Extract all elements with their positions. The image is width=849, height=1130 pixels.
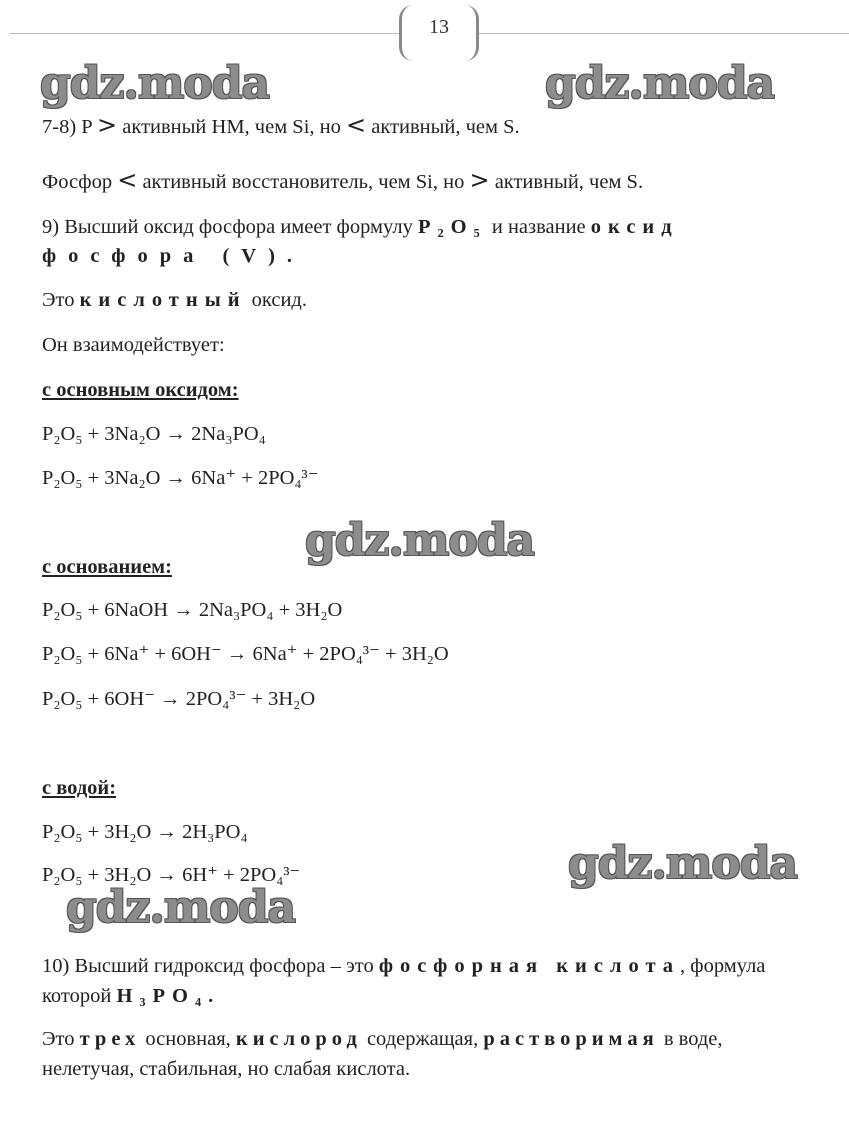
equation: P₂O₅ + 3H₂O → 2H₃PO₄ <box>42 821 248 843</box>
less-than-sign: < <box>346 111 367 139</box>
watermark: gdz.moda <box>305 515 535 566</box>
q9-interacts: Он взаимодействует: <box>42 334 225 356</box>
oxide-name: оксид <box>590 216 679 238</box>
q78-line1: 7-8) P > активный НМ, чем Si, но < активный, чем S. <box>42 111 520 139</box>
equation: P₂O₅ + 3Na₂O → 6Na⁺ + 2PO₄³⁻ <box>42 467 319 489</box>
greater-than-sign: > <box>97 111 118 139</box>
equation: P₂O₅ + 6OH⁻ → 2PO₄³⁻ + 3H₂O <box>42 688 316 710</box>
oxide-name-cont: фосфора (V). <box>42 245 305 267</box>
oxide-type: кислотный <box>79 289 247 311</box>
q9-line1: 9) Высший оксид фосфора имеет формулу P₂O₅ и название оксид <box>42 216 679 238</box>
watermark: gdz.moda <box>66 882 296 933</box>
section-heading: с основным оксидом: <box>42 379 239 401</box>
q10-line2: которой H₃PO₄. <box>42 985 221 1007</box>
equation: P₂O₅ + 6Na⁺ + 6OH⁻ → 6Na⁺ + 2PO₄³⁻ + 3H₂O <box>42 643 449 665</box>
acid-formula: H₃PO₄. <box>116 985 221 1007</box>
less-than-sign: < <box>117 166 138 194</box>
oxygen-word: кислород <box>235 1028 362 1050</box>
greater-than-sign: > <box>469 166 490 194</box>
equation: P₂O₅ + 3H₂O → 6H⁺ + 2PO₄³⁻ <box>42 864 301 886</box>
watermark: gdz.moda <box>545 58 775 109</box>
section-heading: с основанием: <box>42 556 172 578</box>
q9-type: Это кислотный оксид. <box>42 289 307 311</box>
watermark: gdz.moda <box>568 838 798 889</box>
q10-line1: 10) Высший гидроксид фосфора – это фосфорная кислота, формула <box>42 955 766 977</box>
oxide-formula: P₂O₅ <box>417 216 487 238</box>
page-number: 13 <box>399 5 479 61</box>
q10-desc-line2: нелетучая, стабильная, но слабая кислота. <box>42 1058 411 1080</box>
solubility-word: растворимая <box>483 1028 659 1050</box>
basicity-word: трех <box>79 1028 141 1050</box>
section-heading: с водой: <box>42 777 117 799</box>
equation: P₂O₅ + 3Na₂O → 2Na₃PO₄ <box>42 423 266 445</box>
header-rule-right <box>478 33 849 34</box>
q10-desc-line1: Это трех основная, кислород содержащая, растворимая в воде, <box>42 1028 723 1050</box>
header-rule-left <box>10 33 400 34</box>
acid-name: фосфорная кислота <box>378 955 681 977</box>
equation: P₂O₅ + 6NaOH → 2Na₃PO₄ + 3H₂O <box>42 599 343 621</box>
q9-line2 <box>42 243 304 269</box>
watermark: gdz.moda <box>40 58 270 109</box>
q78-line2: Фосфор < активный восстановитель, чем Si, но > активный, чем S. <box>42 166 644 194</box>
